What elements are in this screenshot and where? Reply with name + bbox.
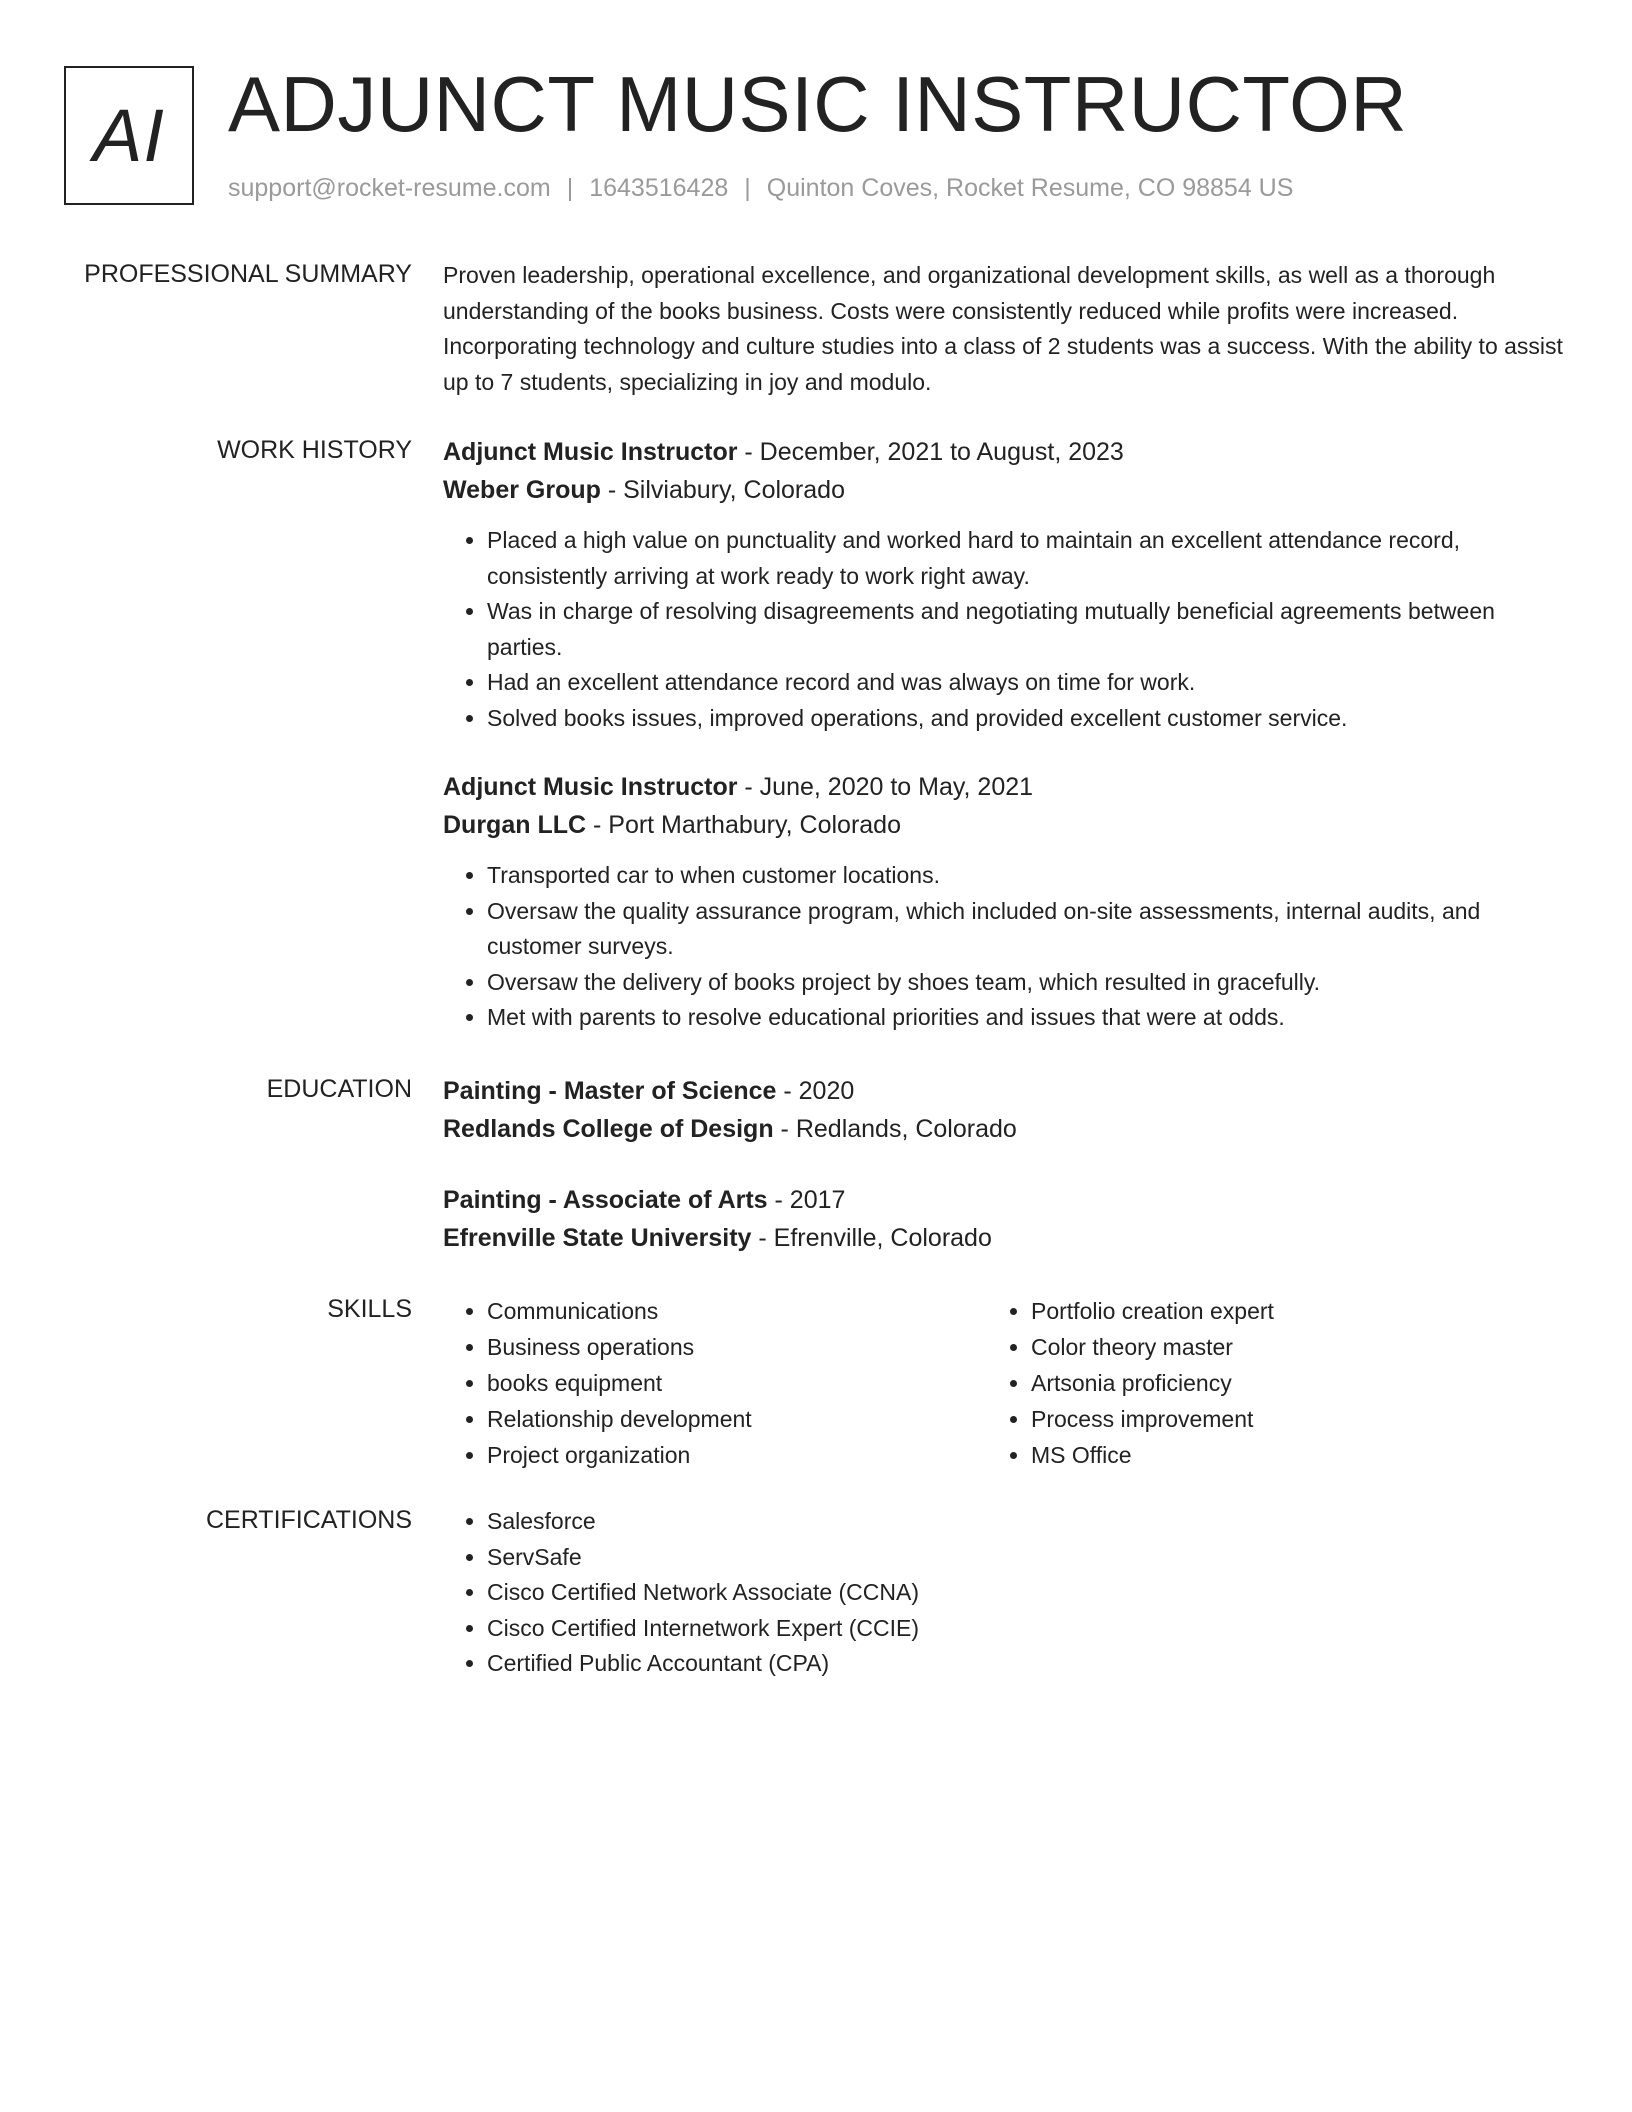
degree-name: Painting - Associate of Arts (443, 1186, 768, 1214)
school-line (443, 1219, 1563, 1257)
certification-item: • Salesforce (487, 1504, 1563, 1540)
work-history-heading: WORK HISTORY (217, 436, 412, 464)
job-title-line (443, 433, 1563, 471)
certifications-heading: CERTIFICATIONS (205, 1506, 412, 1534)
job-company: Weber Group (443, 476, 601, 504)
skills-columns (443, 1293, 1563, 1473)
job-bullet: • Had an excellent attendance record and was always on time for work. (487, 665, 1563, 701)
skill-item: • Color theory master (1031, 1329, 1531, 1365)
school-name: Redlands College of Design (443, 1115, 774, 1143)
certification-item: • Cisco Certified Network Associate (CCNA) (487, 1575, 1563, 1611)
skill-item: • books equipment (487, 1365, 987, 1401)
education-heading: EDUCATION (266, 1075, 412, 1103)
education-body (443, 1072, 1563, 1257)
skills-body (443, 1293, 1563, 1473)
skills-list-left (443, 1293, 987, 1473)
job-title: Adjunct Music Instructor (443, 773, 738, 801)
contact-separator: | (744, 174, 751, 202)
skill-item: • Portfolio creation expert (1031, 1293, 1531, 1329)
resume-title: ADJUNCT MUSIC INSTRUCTOR (228, 60, 1408, 148)
contact-separator: | (566, 174, 574, 202)
skills-heading: SKILLS (327, 1295, 412, 1323)
degree-name: Painting - Master of Science (443, 1077, 777, 1105)
education-entry (443, 1181, 1563, 1257)
certification-item: • Cisco Certified Internetwork Expert (CCIE) (487, 1611, 1563, 1647)
skill-item: • Relationship development (487, 1401, 987, 1437)
job-bullets (443, 523, 1563, 736)
contact-address: Quinton Coves, Rocket Resume, CO 98854 US (766, 174, 1294, 202)
job-bullet: • Solved books issues, improved operations, and provided excellent customer service. (487, 701, 1563, 737)
job-bullet: • Oversaw the delivery of books project by shoes team, which resulted in gracefully. (487, 965, 1563, 1001)
school-location: - Redlands, Colorado (773, 1115, 1017, 1143)
job-bullet: • Placed a high value on punctuality and worked hard to maintain an excellent attendance record, consistently arriving at work ready to work right away. (487, 523, 1563, 594)
degree-year: - 2020 (776, 1077, 855, 1105)
certifications-body (443, 1504, 1563, 1682)
job-entry (443, 433, 1563, 736)
job-location: - Port Marthabury, Colorado (586, 811, 901, 839)
job-company: Durgan LLC (443, 811, 587, 839)
summary-text: Proven leadership, operational excellence, and organizational development skills, as well as a thorough understanding of the books business. Costs were consistently reduced while profits were increased. Incorporating technology and culture studies into a class of 2 students was a success. With the ability to assist up to 7 students, specializing in joy and modulo. (443, 262, 1563, 395)
skills-list-right (987, 1293, 1531, 1473)
certifications-list (443, 1504, 1563, 1682)
degree-line (443, 1072, 1563, 1110)
job-bullet: • Was in charge of resolving disagreements and negotiating mutually beneficial agreements between parties. (487, 594, 1563, 665)
job-bullet: • Met with parents to resolve educational priorities and issues that were at odds. (487, 1000, 1563, 1036)
skill-item: • Project organization (487, 1437, 987, 1473)
degree-year: - 2017 (767, 1186, 846, 1214)
monogram-initials: AI (93, 94, 165, 177)
contact-phone[interactable]: 1643516428 (589, 174, 729, 202)
monogram-box (64, 66, 194, 205)
job-company-line (443, 471, 1563, 509)
job-bullet: • Oversaw the quality assurance program, which included on-site assessments, internal audits, and customer surveys. (487, 894, 1563, 965)
skill-item: • Artsonia proficiency (1031, 1365, 1531, 1401)
skill-item: • Communications (487, 1293, 987, 1329)
job-location: - Silviabury, Colorado (600, 476, 845, 504)
job-company-line (443, 806, 1563, 844)
degree-line (443, 1181, 1563, 1219)
school-location: - Efrenville, Colorado (751, 1224, 992, 1252)
job-bullets (443, 858, 1563, 1036)
job-dates: - June, 2020 to May, 2021 (737, 773, 1034, 801)
job-bullet: • Transported car to when customer locations. (487, 858, 1563, 894)
skill-item: • MS Office (1031, 1437, 1531, 1473)
job-dates: - December, 2021 to August, 2023 (737, 438, 1124, 466)
school-line (443, 1110, 1563, 1148)
education-entry (443, 1072, 1563, 1148)
skill-item: • Business operations (487, 1329, 987, 1365)
job-title: Adjunct Music Instructor (443, 438, 738, 466)
certification-item: • Certified Public Accountant (CPA) (487, 1646, 1563, 1682)
contact-email[interactable]: support@rocket-resume.com (228, 174, 551, 202)
work-history-body (443, 433, 1563, 1036)
skill-item: • Process improvement (1031, 1401, 1531, 1437)
job-entry (443, 768, 1563, 1036)
contact-line (228, 172, 1293, 204)
summary-heading: PROFESSIONAL SUMMARY (84, 260, 412, 288)
job-title-line (443, 768, 1563, 806)
school-name: Efrenville State University (443, 1224, 752, 1252)
certification-item: • ServSafe (487, 1540, 1563, 1576)
